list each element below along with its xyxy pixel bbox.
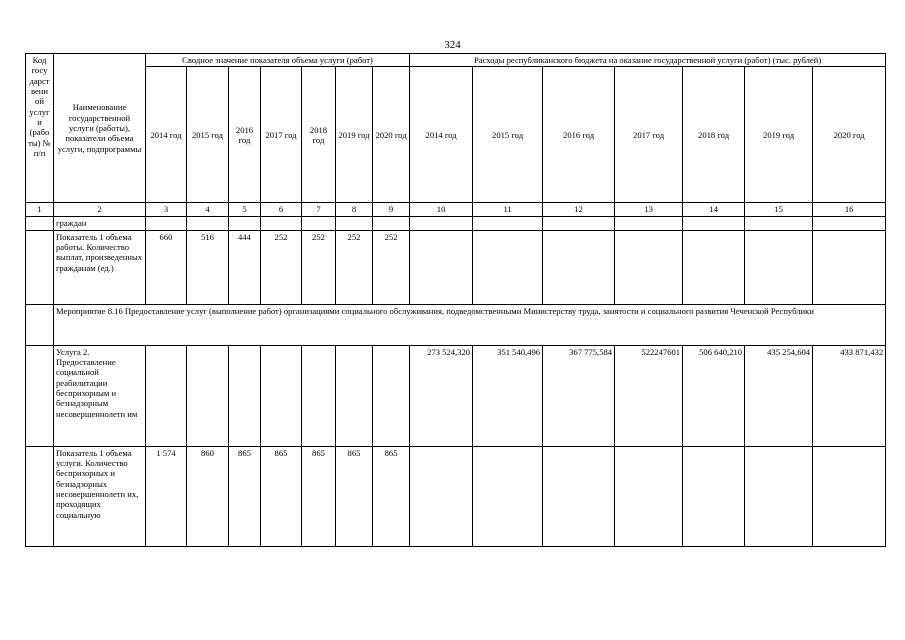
column-number: 13 [615,203,683,216]
budget-year: 2017 год [615,67,683,203]
column-number: 15 [745,203,813,216]
volume-value: 865 [336,446,373,546]
volume-year: 2019 год [336,67,373,203]
header-code: Код госу дарст вени ой услуг и (рабо ты) № п/п [26,54,54,203]
table-row [26,446,886,546]
row-name: Услуга 2. Предоставление социальной реабилитации беспризорным и безнадзорным несовершеннолетн им [54,345,146,446]
volume-value: 252 [373,230,410,304]
column-number: 9 [373,203,410,216]
volume-value: 252 [336,230,373,304]
header-name: Наименование государственной услуги (работы), показатели объема услуги, подпрограммы [54,54,146,203]
column-number: 5 [229,203,261,216]
column-number: 8 [336,203,373,216]
activity-text: Мероприятие 8.16 Предоставление услуг (выполнение работ) организациями социального обслуживания, подведомственными Министерству труда, занятости и социального развития Чеченской Республики [54,304,886,345]
volume-value: 516 [187,230,229,304]
column-number: 6 [261,203,302,216]
budget-value: 506 640,210 [683,345,745,446]
budget-value: 273 524,320 [410,345,473,446]
budget-year: 2018 год [683,67,745,203]
column-number: 1 [26,203,54,216]
column-number: 14 [683,203,745,216]
volume-value: 660 [146,230,187,304]
column-number: 16 [813,203,886,216]
volume-value: 865 [302,446,336,546]
column-number: 2 [54,203,146,216]
row-name: Показатель 1 объема услуги. Количество беспризорных и безнадзорных несовершеннолетн их, проходящих социальную [54,446,146,546]
column-number: 3 [146,203,187,216]
budget-year: 2016 год [543,67,615,203]
volume-value: 865 [229,446,261,546]
budget-value: 351 540,496 [473,345,543,446]
budget-year: 2020 год [813,67,886,203]
volume-year: 2014 год [146,67,187,203]
page-number: 324 [444,39,461,51]
volume-year: 2016 год [229,67,261,203]
volume-value: 860 [187,446,229,546]
column-number: 10 [410,203,473,216]
volume-year: 2018 год [302,67,336,203]
volume-value: 865 [373,446,410,546]
column-number: 11 [473,203,543,216]
volume-value: 444 [229,230,261,304]
column-number: 7 [302,203,336,216]
row-name: граждан [54,216,146,230]
budget-value: 435 254,604 [745,345,813,446]
table-row [26,345,886,446]
budget-value: 433 871,432 [813,345,886,446]
column-numbers-row [26,203,886,216]
volume-year: 2017 год [261,67,302,203]
volume-year: 2015 год [187,67,229,203]
budget-year: 2015 год [473,67,543,203]
volume-value: 252 [261,230,302,304]
volume-value: 252 [302,230,336,304]
budget-year: 2014 год [410,67,473,203]
header-volume-group: Сводное значение показателя объема услуги (работ) [146,54,410,67]
budget-year: 2019 год [745,67,813,203]
table-row [26,216,886,230]
volume-year: 2020 год [373,67,410,203]
column-number: 12 [543,203,615,216]
header-row-years [26,67,886,203]
column-number: 4 [187,203,229,216]
budget-value: 367 775,584 [543,345,615,446]
header-budget-group: Расходы республиканского бюджета на оказание государственной услуги (работ) (тыс. рублей) [410,54,886,67]
volume-value: 865 [261,446,302,546]
budget-table [25,53,886,547]
table-row [26,304,886,345]
volume-value: 1 574 [146,446,187,546]
budget-value: 522247601 [615,345,683,446]
header-row-1 [26,54,886,67]
row-name: Показатель 1 объема работы. Количество выплат, произведенных гражданам (ед.) [54,230,146,304]
table-row [26,230,886,304]
